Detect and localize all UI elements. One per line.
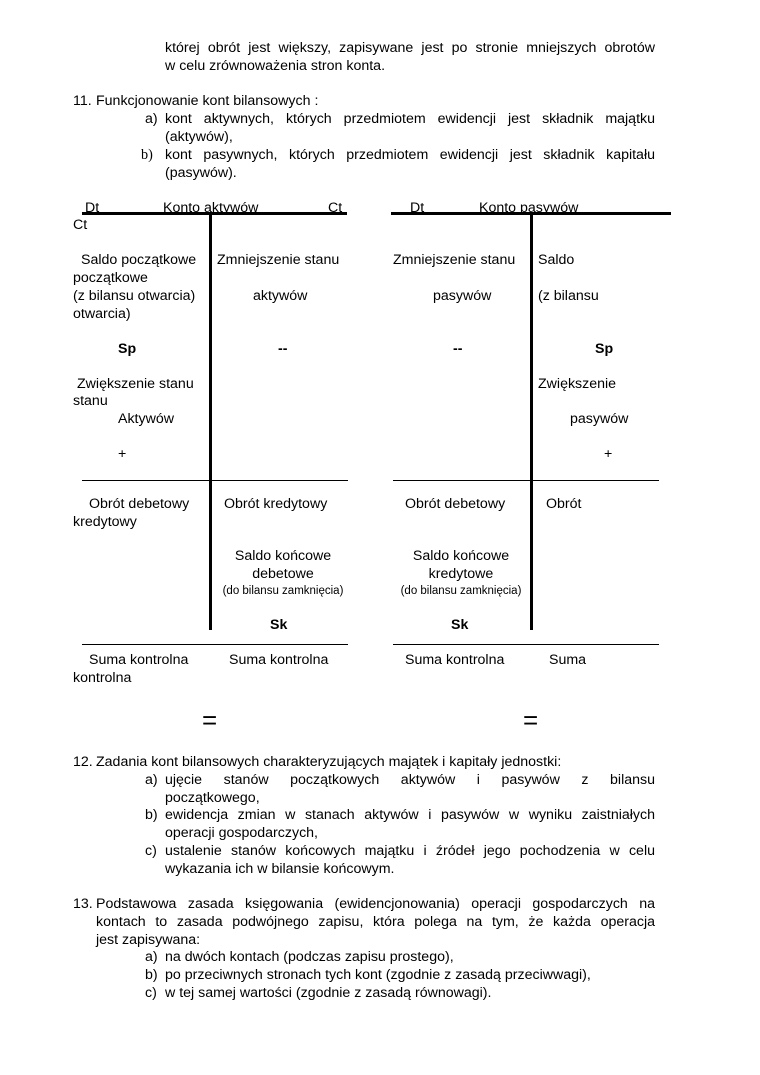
left-zmniejszenie: Zmniejszenie stanu	[217, 252, 340, 268]
left-z-bilansu-otwarcia: (z bilansu otwarcia)	[73, 288, 196, 304]
right-saldo-koncowe: Saldo końcowe	[412, 548, 510, 564]
right-turnover-line	[393, 480, 659, 481]
left-minus: --	[278, 341, 288, 357]
section-11-number: 11.	[73, 93, 92, 109]
left-t-top-line	[82, 212, 347, 215]
left-sum-line	[82, 644, 348, 645]
left-turnover-line	[82, 480, 348, 481]
s11-b-line-1: kont pasywnych, których przedmiotem ewidencji jest składnik kapitału	[165, 147, 655, 163]
right-minus: --	[453, 341, 463, 357]
right-obrot: Obrót	[546, 496, 582, 512]
left-plus: +	[118, 446, 127, 462]
s12-b-line-1: ewidencja zmian w stanach aktywów i pasywów w wyniku zaistniałych	[165, 807, 655, 823]
s13-b-text: po przeciwnych stronach tych kont (zgodnie z zasadą przeciwwagi),	[165, 967, 591, 983]
left-obrot-debetowy: Obrót debetowy	[89, 496, 190, 512]
right-sk: Sk	[451, 617, 469, 633]
s13-line-2: kontach to zasada podwójnego zapisu, która polega na tym, że każda operacja	[96, 914, 655, 930]
right-suma-2: Suma	[549, 652, 587, 668]
s11-a-line-1: kont aktywnych, których przedmiotem ewidencji jest składnik majątku	[165, 111, 655, 127]
section-11-title: Funkcjonowanie kont bilansowych :	[96, 93, 319, 109]
right-equals-sign: =	[523, 705, 539, 735]
s12-b-marker: b)	[145, 807, 158, 823]
left-obrot-kredytowy: Obrót kredytowy	[224, 496, 328, 512]
s13-a-marker: a)	[145, 949, 158, 965]
s13-b-marker: b)	[145, 967, 158, 983]
right-obrot-debetowy: Obrót debetowy	[405, 496, 506, 512]
s12-a-line-1: ujęcie stanów początkowych aktywów i pasywów z bilansu	[165, 772, 655, 788]
right-sum-line	[393, 644, 659, 645]
intro-line-2: w celu zrównoważenia stron konta.	[165, 58, 386, 74]
s11-a-marker: a)	[145, 111, 158, 127]
s11-b-line-2: (pasywów).	[165, 165, 237, 181]
s13-line-1: Podstawowa zasada księgowania (ewidencjonowania) operacji gospodarczych na	[96, 896, 655, 912]
left-equals-sign: =	[202, 705, 218, 735]
s11-a-line-2: (aktywów),	[165, 129, 233, 145]
s12-c-line-1: ustalenie stanów końcowych majątku i źródeł jego pochodzenia w celu	[165, 843, 655, 859]
left-saldo-koncowe: Saldo końcowe	[234, 548, 332, 564]
right-pasywow: pasywów	[570, 411, 629, 427]
left-stanu-wrap: stanu	[73, 393, 108, 409]
s12-a-marker: a)	[145, 772, 158, 788]
section-12-number: 12.	[73, 754, 93, 770]
section-13-number: 13.	[73, 896, 93, 912]
s13-c-marker: c)	[145, 985, 157, 1001]
right-dt: Dt	[410, 200, 425, 216]
right-saldo: Saldo	[538, 252, 575, 268]
left-kontrolna-wrap: kontrolna	[73, 670, 132, 686]
right-kredytowe: kredytowe	[428, 566, 494, 582]
s12-a-line-2: początkowego,	[165, 790, 260, 806]
left-otwarcia-wrap: otwarcia)	[73, 306, 131, 322]
left-do-bilansu: (do bilansu zamknięcia)	[222, 585, 344, 597]
left-saldo-wrap: początkowe	[73, 270, 148, 286]
left-ct-wrap: Ct	[73, 217, 88, 233]
left-sp: Sp	[118, 341, 137, 357]
left-kredytowy-wrap: kredytowy	[73, 514, 137, 530]
right-zmniejszenie: Zmniejszenie stanu	[393, 252, 516, 268]
right-plus: +	[604, 446, 613, 462]
right-z-bilansu: (z bilansu	[538, 288, 599, 304]
s12-c-marker: c)	[145, 843, 157, 859]
right-sp: Sp	[595, 341, 614, 357]
s13-line-3: jest zapisywana:	[96, 932, 201, 948]
left-suma-2: Suma kontrolna	[229, 652, 329, 668]
left-sk: Sk	[270, 617, 288, 633]
right-suma-1: Suma kontrolna	[405, 652, 505, 668]
s13-c-text: w tej samej wartości (zgodnie z zasadą równowagi).	[165, 985, 492, 1001]
s11-b-marker: b)	[141, 147, 153, 163]
s12-b-line-2: operacji gospodarczych,	[165, 825, 318, 841]
section-12-title: Zadania kont bilansowych charakteryzujących majątek i kapitały jednostki:	[96, 754, 562, 770]
s12-c-line-2: wykazania ich w bilansie końcowym.	[165, 861, 395, 877]
left-aktywow-cap: Aktywów	[118, 411, 174, 427]
left-aktywow: aktywów	[253, 288, 308, 304]
right-pasywow-lower: pasywów	[433, 288, 492, 304]
left-account-title: Konto aktywów	[163, 200, 259, 216]
right-zwiekszenie: Zwiększenie	[538, 376, 617, 392]
left-suma-1: Suma kontrolna	[89, 652, 189, 668]
left-saldo-poczatkowe: Saldo początkowe	[81, 252, 197, 268]
right-account-title: Konto pasywów	[479, 200, 579, 216]
right-do-bilansu: (do bilansu zamknięcia)	[400, 585, 522, 597]
left-zwiekszenie: Zwiększenie stanu	[77, 376, 194, 392]
left-dt: Dt	[85, 200, 100, 216]
intro-line-1: której obrót jest większy, zapisywane jest po stronie mniejszych obrotów	[165, 40, 655, 56]
left-debetowe: debetowe	[252, 566, 314, 582]
s13-a-text: na dwóch kontach (podczas zapisu prostego),	[165, 949, 454, 965]
left-ct: Ct	[328, 200, 343, 216]
